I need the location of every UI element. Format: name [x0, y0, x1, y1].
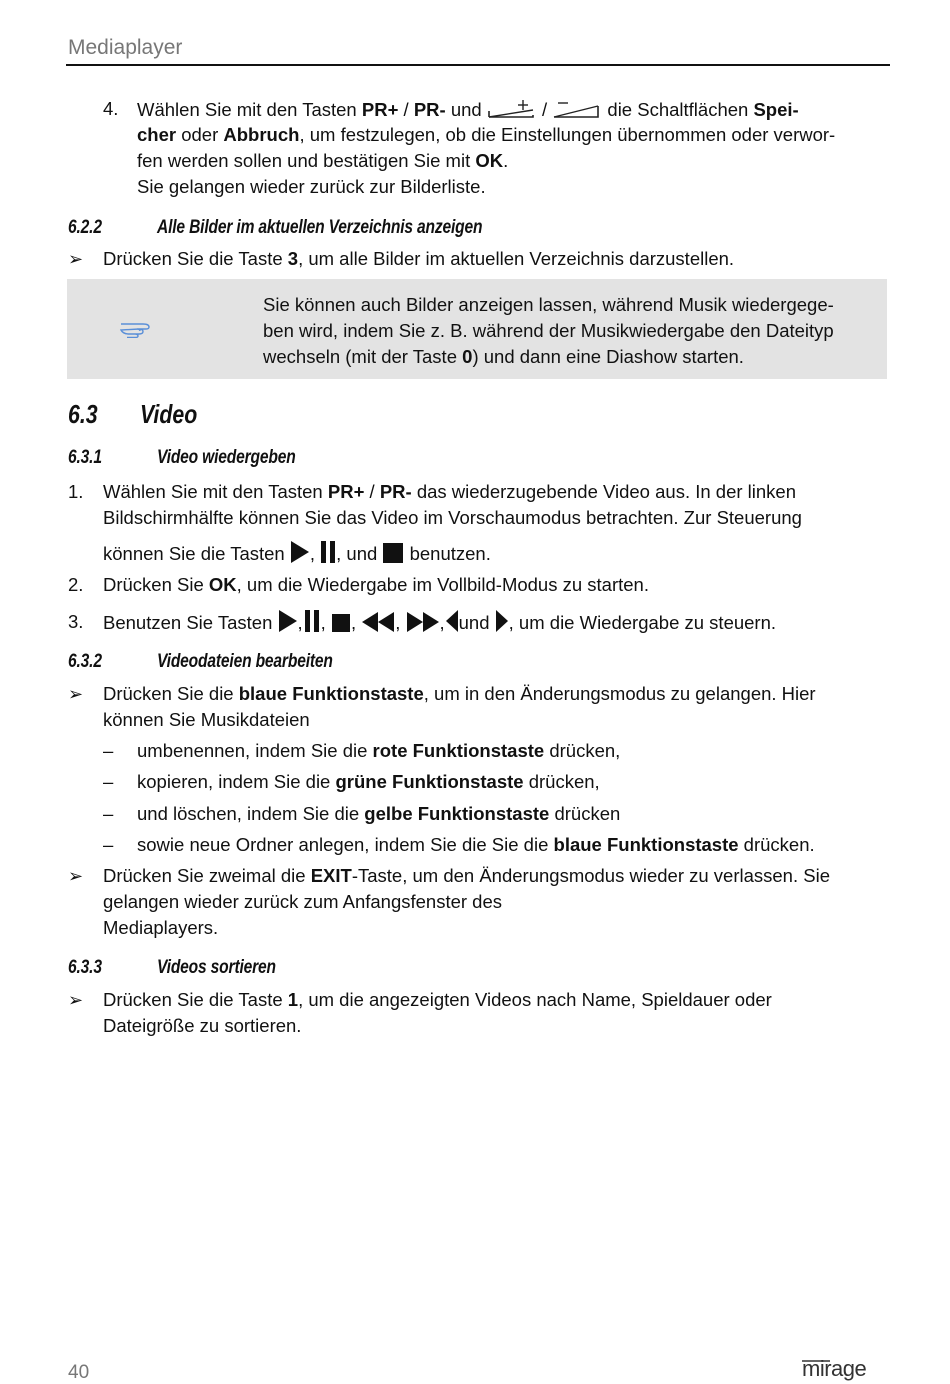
pause-icon	[320, 540, 336, 564]
bullet-text-cont: Dateigröße zu sortieren.	[103, 1015, 302, 1036]
step4-line4: Sie gelangen wieder zurück zur Bilderliste.	[137, 176, 486, 197]
list-number: 4.	[103, 98, 119, 119]
step4-line2: cher oder Abbruch, um festzulegen, ob die Einstellungen übernommen oder verwor-	[137, 124, 836, 145]
stop-icon	[331, 613, 351, 633]
section-number: 6.3.3	[68, 957, 102, 978]
section-number: 6.2.2	[68, 217, 102, 238]
bullet-text: Drücken Sie die Taste 3, um alle Bilder im aktuellen Verzeichnis darzustellen.	[103, 248, 735, 269]
dash-marker: –	[103, 834, 114, 855]
item2-line: Drücken Sie OK, um die Wiedergabe im Vollbild-Modus zu starten.	[103, 574, 649, 595]
section-number: 6.3	[68, 399, 98, 429]
bullet-text-cont: gelangen wieder zurück zum Anfangsfenster des	[103, 891, 503, 912]
item1-line3: können Sie die Tasten , , und benutzen.	[103, 540, 491, 565]
step4-line1: Wählen Sie mit den Tasten PR+ / PR- und / die Schaltflächen Spei-	[137, 99, 799, 120]
pause-icon	[303, 609, 321, 633]
step4-line3: fen werden sollen und bestätigen Sie mit OK.	[137, 150, 509, 171]
play-icon	[278, 609, 298, 633]
note-line1: Sie können auch Bilder anzeigen lassen, während Musik wiedergege-	[263, 294, 834, 315]
section-heading: Videodateien bearbeiten	[157, 651, 333, 672]
dash-item: umbenennen, indem Sie die rote Funktionstaste drücken,	[137, 740, 621, 761]
play-icon	[290, 540, 310, 564]
item1-line2: Bildschirmhälfte können Sie das Video im Vorschaumodus betrachten. Zur Steuerung	[103, 507, 802, 528]
bullet-arrow-icon: ➢	[68, 249, 84, 269]
bullet-text-cont: können Sie Musikdateien	[103, 709, 310, 730]
note-line3: wechseln (mit der Taste 0) und dann eine Diashow starten.	[263, 346, 744, 367]
page-number: 40	[68, 1362, 90, 1383]
volume-down-key-icon	[552, 98, 602, 120]
list-number: 3.	[68, 611, 84, 632]
section-number: 6.3.1	[68, 447, 102, 468]
section-heading: Video	[140, 399, 198, 429]
dash-item: und löschen, indem Sie die gelbe Funktionstaste drücken	[137, 803, 621, 824]
item1-line1: Wählen Sie mit den Tasten PR+ / PR- das wiederzugebende Video aus. In der linken	[103, 481, 797, 502]
note-line2: ben wird, indem Sie z. B. während der Musikwiedergabe den Dateityp	[263, 320, 834, 341]
item3-line: Benutzen Sie Tasten , , , , , und , um die Wiedergabe zu steuern.	[103, 609, 776, 634]
list-number: 2.	[68, 574, 84, 595]
fast-forward-icon	[406, 611, 440, 633]
dash-marker: –	[103, 771, 114, 792]
section-heading: Videos sortieren	[157, 957, 276, 978]
previous-icon	[445, 609, 459, 633]
bullet-arrow-icon: ➢	[68, 866, 84, 886]
bullet-text-cont: Mediaplayers.	[103, 917, 219, 938]
section-heading: Alle Bilder im aktuellen Verzeichnis anzeigen	[157, 217, 483, 238]
dash-marker: –	[103, 740, 114, 761]
section-heading: Video wiedergeben	[157, 447, 296, 468]
section-number: 6.3.2	[68, 651, 102, 672]
volume-up-key-icon	[487, 98, 537, 120]
bullet-text: Drücken Sie zweimal die EXIT-Taste, um den Änderungsmodus wieder zu verlassen. Sie	[103, 865, 830, 886]
bullet-text: Drücken Sie die Taste 1, um die angezeigten Videos nach Name, Spieldauer oder	[103, 989, 772, 1010]
mirage-logo	[800, 1357, 888, 1381]
bullet-text: Drücken Sie die blaue Funktionstaste, um in den Änderungsmodus zu gelangen. Hier	[103, 683, 816, 704]
dash-item: sowie neue Ordner anlegen, indem Sie die Sie die blaue Funktionstaste drücken.	[137, 834, 815, 855]
bullet-arrow-icon: ➢	[68, 990, 84, 1010]
stop-icon	[382, 542, 404, 564]
svg-text:mirage: mirage	[802, 1357, 867, 1381]
dash-marker: –	[103, 803, 114, 824]
header-rule	[66, 64, 890, 66]
page-header-title: Mediaplayer	[68, 36, 183, 59]
list-number: 1.	[68, 481, 84, 502]
rewind-icon	[361, 611, 395, 633]
next-icon	[495, 609, 509, 633]
bullet-arrow-icon: ➢	[68, 684, 84, 704]
dash-item: kopieren, indem Sie die grüne Funktionstaste drücken,	[137, 771, 600, 792]
pointing-hand-icon	[119, 318, 155, 338]
